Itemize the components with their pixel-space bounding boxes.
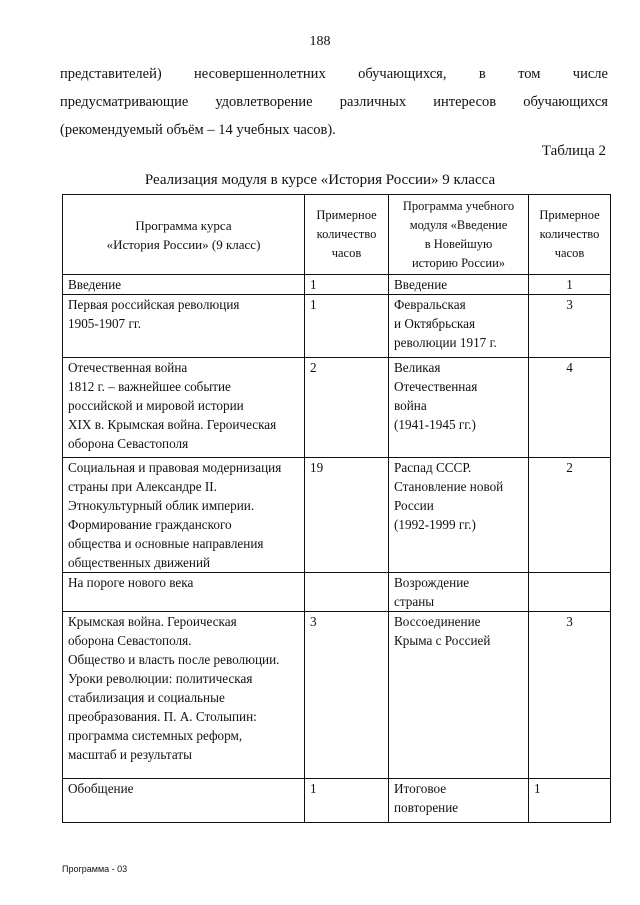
module-topic-cell: Введение: [389, 275, 529, 295]
course-topic-cell: Крымская война. Героическая оборона Севастополя. Общество и власть после революции. Уроки революции: политическая стабилизация и социальные преобразования. П. А. Столыпин: программа системных реформ, масштаб и результаты: [63, 612, 305, 779]
table-label: Таблица 2: [541, 143, 606, 159]
intro-word: том: [518, 66, 541, 82]
intro-word: числе: [572, 66, 608, 82]
header-course-program: Программа курса «История России» (9 класс): [63, 195, 305, 275]
table-row: [63, 275, 611, 295]
intro-paragraph: [60, 64, 608, 148]
module-table: [62, 194, 611, 823]
course-hours-cell: 19: [305, 458, 389, 573]
table-header-row: [63, 195, 611, 275]
intro-word: представителей): [60, 66, 162, 82]
course-hours-cell: [305, 573, 389, 612]
table-row: [63, 458, 611, 573]
course-topic-cell: Первая российская революция 1905-1907 гг.: [63, 295, 305, 358]
table-row: [63, 779, 611, 823]
module-hours-cell: 1: [529, 275, 611, 295]
intro-line-1: [60, 64, 608, 92]
module-hours-cell: 4: [529, 358, 611, 458]
module-topic-cell: Февральская и Октябрьская революции 1917 г.: [389, 295, 529, 358]
course-topic-cell: На пороге нового века: [63, 573, 305, 612]
module-hours-cell: 1: [529, 779, 611, 823]
intro-line-2: [60, 92, 608, 120]
intro-word: в: [478, 66, 486, 82]
intro-word: предусматривающие: [60, 94, 189, 110]
header-module-hours: Примерное количество часов: [529, 195, 611, 275]
intro-word: обучающихся: [523, 94, 608, 110]
module-topic-cell: Воссоединение Крыма с Россией: [389, 612, 529, 779]
course-hours-cell: 1: [305, 275, 389, 295]
table-body: [63, 275, 611, 823]
module-topic-cell: Великая Отечественная война (1941-1945 гг.): [389, 358, 529, 458]
module-hours-cell: 3: [529, 295, 611, 358]
course-hours-cell: 1: [305, 295, 389, 358]
module-topic-cell: Распад СССР. Становление новой России (1992-1999 гг.): [389, 458, 529, 573]
table-row: [63, 295, 611, 358]
module-hours-cell: 3: [529, 612, 611, 779]
table-row: [63, 358, 611, 458]
course-topic-cell: Отечественная война 1812 г. – важнейшее событие российской и мировой истории XIX в. Крымская война. Героическая оборона Севастополя: [63, 358, 305, 458]
module-topic-cell: Итоговое повторение: [389, 779, 529, 823]
intro-word: удовлетворение: [215, 94, 313, 110]
intro-word: различных: [339, 94, 407, 110]
course-topic-cell: Социальная и правовая модернизация страны при Александре II. Этнокультурный облик империи. Формирование гражданского общества и основные направления общественных движений: [63, 458, 305, 573]
course-topic-cell: Обобщение: [63, 779, 305, 823]
intro-word: несовершеннолетних: [194, 66, 326, 82]
intro-word: обучающихся,: [358, 66, 447, 82]
module-topic-cell: Возрождение страны: [389, 573, 529, 612]
module-hours-cell: 2: [529, 458, 611, 573]
header-module-program: Программа учебного модуля «Введение в Новейшую историю России»: [389, 195, 529, 275]
footer-label: Программа - 03: [62, 864, 128, 874]
course-topic-cell: Введение: [63, 275, 305, 295]
course-hours-cell: 3: [305, 612, 389, 779]
course-hours-cell: 2: [305, 358, 389, 458]
page-number: 188: [309, 34, 331, 49]
table-caption: Реализация модуля в курсе «История России» 9 класса: [144, 172, 496, 188]
table-row: [63, 573, 611, 612]
table-row: [63, 612, 611, 779]
intro-line-3: (рекомендуемый объём – 14 учебных часов).: [60, 122, 336, 138]
intro-word: интересов: [433, 94, 497, 110]
course-hours-cell: 1: [305, 779, 389, 823]
header-course-hours: Примерное количество часов: [305, 195, 389, 275]
module-hours-cell: [529, 573, 611, 612]
